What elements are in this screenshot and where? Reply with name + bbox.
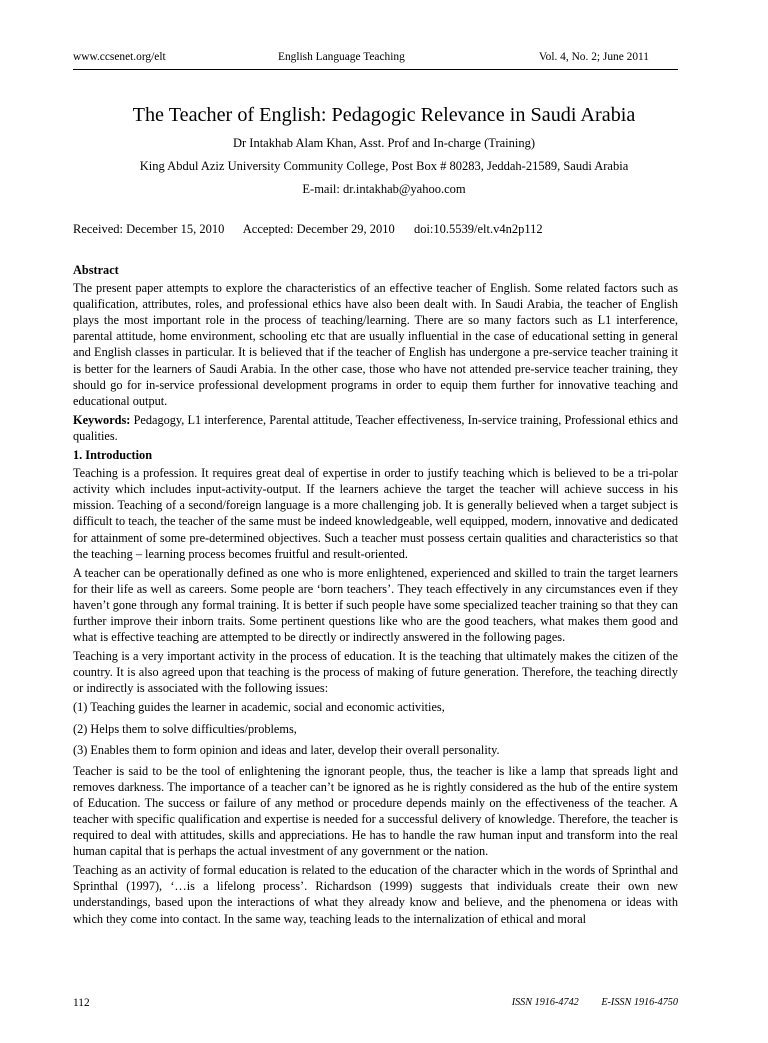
list-item: (3) Enables them to form opinion and ideas and later, develop their overall personality. (73, 742, 500, 757)
section-heading-introduction: 1. Introduction (73, 448, 153, 463)
journal-url: www.ccsenet.org/elt (73, 51, 166, 63)
issn-footer (492, 997, 678, 1008)
body-paragraph: A teacher can be operationally defined as one who is more enlightened, experienced and skilled to train the target learners for their life as well as careers. Some people are ‘born teachers’. They teach effectively in any circumstances even if they haven’t gone through any formal training. It is better if such people have some specialized teacher training so that they can further improve their inborn traits. Some pertinent questions like who are the good teachers, what makes them good and what is effective teaching are attempted to be directly or indirectly answered in the following pages. (73, 565, 678, 645)
abstract-heading: Abstract (73, 263, 119, 277)
doi-text: doi:10.5539/elt.v4n2p112 (413, 222, 543, 236)
body-paragraph: Teaching as an activity of formal education is related to the education of the character which in the words of Sprinthal and Sprinthal (1997), ‘…is a lifelong process’. Richardson (1999) suggests that individuals create their own new understandings, based upon the interactions of what they already know and believe, and the phenomena or ideas with which they come into contact. In the same way, teaching leads to the internalization of ethical and moral (73, 863, 678, 926)
eissn: E-ISSN 1916-4750 (601, 997, 678, 1008)
paper-title: The Teacher of English: Pedagogic Relevance in Saudi Arabia (132, 104, 636, 126)
body-paragraph: Teaching is a very important activity in the process of education. It is the teaching that ultimately makes the citizen of the country. It is also agreed upon that teaching is the process of making of future generation. Therefore, the teaching directly or indirectly is associated with the following issues: (73, 649, 678, 696)
keywords-label: Keywords: (73, 412, 131, 427)
body-paragraph: Teacher is said to be the tool of enlightening the ignorant people, thus, the teacher is like a lamp that spreads light and removes darkness. The importance of a teacher can’t be ignored as he is rightly considered as the hub of the entire system of Education. The success or failure of any method or procedure depends mainly on the effectiveness of the teacher. A teacher with specific qualification and expertise is needed for a successful delivery of knowledge. Therefore, the teacher is required to deal with attitudes, skills and appreciations. He has to handle the raw human input and transform into the real human capital that is perhaps the actual investment of any government or the nation. (73, 763, 678, 859)
keywords-paragraph (73, 412, 678, 444)
author-line: Dr Intakhab Alam Khan, Asst. Prof and In-charge (Training) (232, 136, 536, 150)
accepted-date: Accepted: December 29, 2010 (242, 222, 395, 236)
running-header (73, 51, 695, 67)
keywords-text: Pedagogy, L1 interference, Parental attitude, Teacher effectiveness, In-service training, Professional ethics and qualities. (73, 412, 678, 443)
received-date: Received: December 15, 2010 (73, 222, 225, 236)
body-paragraph: Teaching is a profession. It requires great deal of expertise in order to justify teaching which is believed to be a tri-polar activity which includes input-activity-output. If the learners achieve the target the teacher will achieve success in his mission. Teaching of a second/foreign language is a more challenging job. It is generally believed when a target subject is difficult to teach, the teacher of the same must be indeed knowledgeable, well equipped, modern, innovative and dedicated for attainment of some pre-determined objectives. Such a teacher must possess certain qualities and characteristics so that the teaching – learning process becomes fruitful and result-oriented. (73, 466, 678, 561)
abstract-text: The present paper attempts to explore the characteristics of an effective teacher of English. Some related factors such as qualification, attributes, roles, and professional ethics have also been dealt with. In Saudi Arabia, the teacher of English plays the most important role in the process of teaching/learning. There are so many factors such as L1 interference, parental attitude, home environment, schooling etc that are usually influential in the case of educational setting in general and English classes in particular. It is believed that if the teacher of English has undergone a pre-service teacher training it is better for the learners of Saudi Arabia. In the other case, those who have not attended pre-service teacher training, they should go for in-service professional development programs in order to equip them further for innovative teaching and educational output. (73, 281, 678, 408)
page-number: 112 (73, 997, 90, 1009)
article-body (73, 262, 678, 930)
list-item: (2) Helps them to solve difficulties/problems, (73, 721, 297, 736)
issn: ISSN 1916-4742 (511, 997, 579, 1008)
list-item: (1) Teaching guides the learner in academic, social and economic activities, (73, 700, 445, 715)
volume-issue: Vol. 4, No. 2; June 2011 (538, 51, 649, 63)
affiliation-line: King Abdul Aziz University Community College, Post Box # 80283, Jeddah-21589, Saudi Arabia (139, 159, 629, 173)
journal-name: English Language Teaching (278, 51, 405, 63)
email-line: E-mail: dr.intakhab@yahoo.com (302, 182, 466, 196)
article-dates (73, 222, 559, 237)
header-rule (73, 69, 678, 70)
